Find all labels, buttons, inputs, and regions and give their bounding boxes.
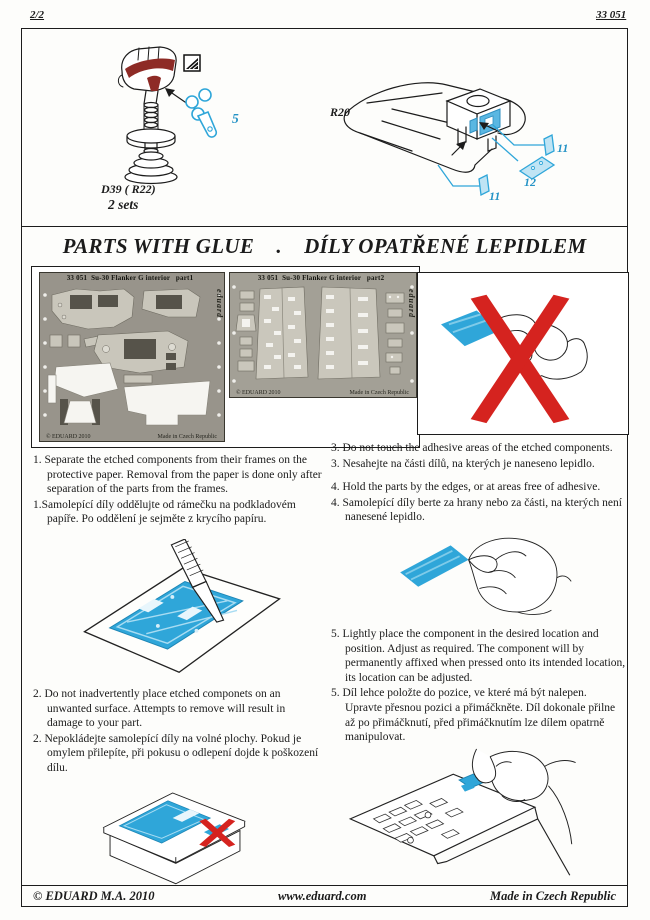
fret-header: 33 051 Su-30 Flanker G interior part2: [257, 274, 385, 282]
instruction-4-en: 4. Hold the parts by the edges, or at areas free of adhesive.: [331, 481, 601, 494]
instruction-1-cz: 1.Samolepící díly oddělujte od rámečku na podkladovém papíře. Po oddělení je sejměte z krycího papíru.: [33, 498, 296, 526]
instruction-2-en: 2. Do not inadvertently place etched componets on an unwanted surface. Attempts to remove will result in damage to your part.: [33, 687, 286, 730]
stick-sets-label: 2 sets: [108, 197, 139, 212]
page-frame: [21, 28, 628, 907]
instruction-1-en: 1. Separate the etched components from their frames on the protective paper. Removal from the paper is done only after separation of the parts from the frames.: [33, 454, 322, 496]
fret-part2-art: [230, 283, 416, 387]
fret-made-in: Made in Czech Republic: [157, 434, 217, 440]
product-code: 33 051: [596, 9, 627, 21]
glue-symbol-icon: [184, 55, 200, 71]
sheet-number: 2/2: [30, 9, 45, 21]
instruction-2-cz: 2. Nepokládejte samolepící díly na volné plochy. Pokud je omylem přilepíte, při pokusu o odlepení dojde k poškození dílu.: [33, 732, 319, 774]
fret-photo-part1: [39, 272, 225, 442]
fret-photo-part2: [229, 272, 417, 398]
knife-cutting-illustration: [71, 539, 293, 681]
footer: [22, 885, 627, 906]
footer-website: www.eduard.com: [278, 888, 367, 903]
instructions-column-right: [331, 441, 626, 883]
place-component-illustration: [341, 747, 581, 883]
part-11-right-label: 11: [557, 141, 569, 155]
etched-part-5: [186, 89, 216, 137]
fret-copyright: © EDUARD 2010: [46, 434, 91, 440]
instruction-5-en: 5. Lightly place the component in the desired location and position. Adjust as required. The component will by permanently affixed when pressed onto its intended location, its location can be adjusted.: [331, 627, 626, 684]
instruction-4-cz: 4. Samolepící díly berte za hrany nebo za části, na kterých není nanesené lepidlo.: [331, 496, 622, 524]
instruction-5-cz: 5. Díl lehce položte do pozice, ve které má být nalepen. Upravte přesnou pozici a přimáčkněte. Díl dokonale přilne až po přimáčknutí, před přimáčknutím lze dílem opatrně manipulovat.: [331, 687, 616, 744]
fret-made-in: Made in Czech Republic: [349, 390, 409, 396]
section-title: PARTS WITH GLUE . DÍLY OPATŘENÉ LEPIDLEM: [62, 233, 587, 258]
fret-brand: eduard: [407, 289, 416, 319]
fret-brand: eduard: [215, 289, 224, 319]
stick-ref-label: D39 ( R22): [101, 182, 156, 196]
instruction-3-en: 3. Do not touch the adhesive areas of the etched components.: [331, 442, 613, 454]
instructions-column-left: [33, 453, 322, 892]
red-x-icon: [471, 295, 570, 423]
fret-header: 33 051 Su-30 Flanker G interior part1: [66, 274, 194, 282]
fret-photos-box: [31, 266, 420, 448]
part-11-bottom-label: 11: [489, 189, 501, 203]
instruction-3-cz: 3. Nesahejte na části dílů, na kterých je naneseno lepidlo.: [331, 457, 595, 470]
footer-copyright: © EDUARD M.A. 2010: [33, 888, 155, 903]
fret-copyright: © EDUARD 2010: [236, 390, 281, 396]
do-not-touch-box: [417, 272, 629, 435]
unwanted-surface-illustration: [85, 780, 265, 892]
hold-by-edges-illustration: [393, 529, 573, 623]
assembly-diagrams-section: [22, 29, 627, 227]
do-not-touch-illustration: [418, 273, 625, 431]
fret-part1-art: [40, 283, 224, 431]
footer-made-in: Made in Czech Republic: [489, 888, 616, 903]
part-12-label: 12: [524, 175, 536, 189]
part-5-label: 5: [232, 111, 239, 126]
seat-ref-label: R20: [330, 105, 351, 119]
